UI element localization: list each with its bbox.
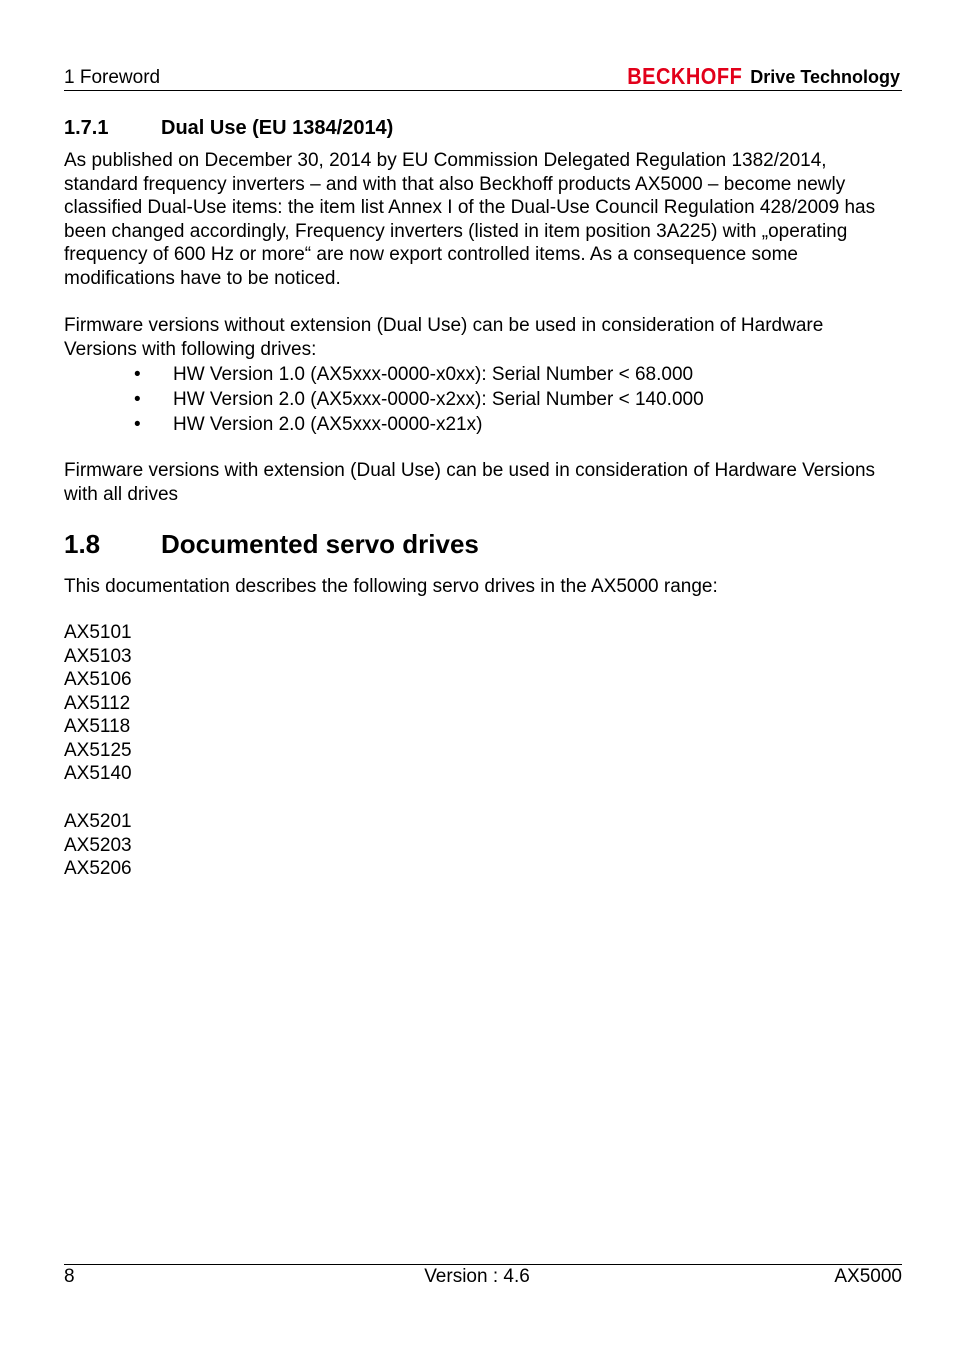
list-item: AX5112 — [64, 692, 131, 714]
list-item: AX5106 — [64, 669, 132, 690]
beckhoff-logo: BECKHOFF — [627, 64, 743, 90]
section-heading-1-7-1 — [64, 117, 393, 140]
section-title: Dual Use (EU 1384/2014) — [161, 117, 394, 139]
section-heading-1-8 — [64, 529, 479, 560]
list-item: AX5201 — [64, 811, 132, 832]
list-item: • HW Version 2.0 (AX5xxx-0000-x2xx): Serial Number < 140.000 — [64, 387, 704, 412]
paragraph-intro: This documentation describes the following servo drives in the AX5000 range: — [64, 576, 718, 597]
footer-product: AX5000 — [834, 1266, 902, 1287]
list-item: • HW Version 1.0 (AX5xxx-0000-x0xx): Serial Number < 68.000 — [64, 362, 704, 387]
list-item: AX5103 — [64, 645, 132, 667]
footer-rule — [64, 1264, 902, 1265]
model-list-ax52 — [64, 810, 132, 881]
list-item: AX5203 — [64, 834, 132, 856]
paragraph-firmware-with-extension: Firmware versions with extension (Dual Use) can be used in consideration of Hardware Versions with all drives — [64, 460, 876, 505]
header-brand — [627, 66, 900, 89]
paragraph-firmware-without-extension: Firmware versions without extension (Dual Use) can be used in consideration of Hardware Versions with following drives: — [64, 315, 824, 360]
list-item: AX5118 — [64, 716, 131, 737]
bullet-icon: • — [134, 389, 141, 410]
header-rule — [64, 90, 902, 91]
footer-version: Version : 4.6 — [424, 1266, 530, 1287]
section-number: 1.7.1 — [64, 117, 109, 139]
hw-version-list — [64, 362, 704, 437]
list-item: AX5140 — [64, 763, 132, 784]
bullet-icon: • — [134, 414, 141, 435]
list-item: AX5125 — [64, 739, 132, 761]
section-title: Documented servo drives — [161, 529, 479, 559]
footer-page-number: 8 — [64, 1266, 75, 1287]
section-number: 1.8 — [64, 529, 101, 559]
bullet-icon: • — [134, 364, 141, 385]
header-chapter: 1 Foreword — [64, 67, 161, 88]
header-brand-sub: Drive Technology — [750, 67, 900, 87]
model-list-ax51 — [64, 621, 132, 786]
list-item: AX5101 — [64, 622, 132, 643]
paragraph-dual-use: As published on December 30, 2014 by EU Commission Delegated Regulation 1382/2014, standard frequency inverters – and with that also Beckhoff products AX5000 – become newly classified Dual-Use items: the item list Annex I of the Dual-Use Council Regulation 428/2009 has been changed accordingly, Frequency inverters (listed in item position 3A225) with „operating frequency of 600 Hz or more“ are now export controlled items. As a consequence some modifications have to be noticed. — [64, 150, 876, 289]
list-item: • HW Version 2.0 (AX5xxx-0000-x21x) — [64, 412, 704, 437]
list-item: AX5206 — [64, 858, 132, 879]
